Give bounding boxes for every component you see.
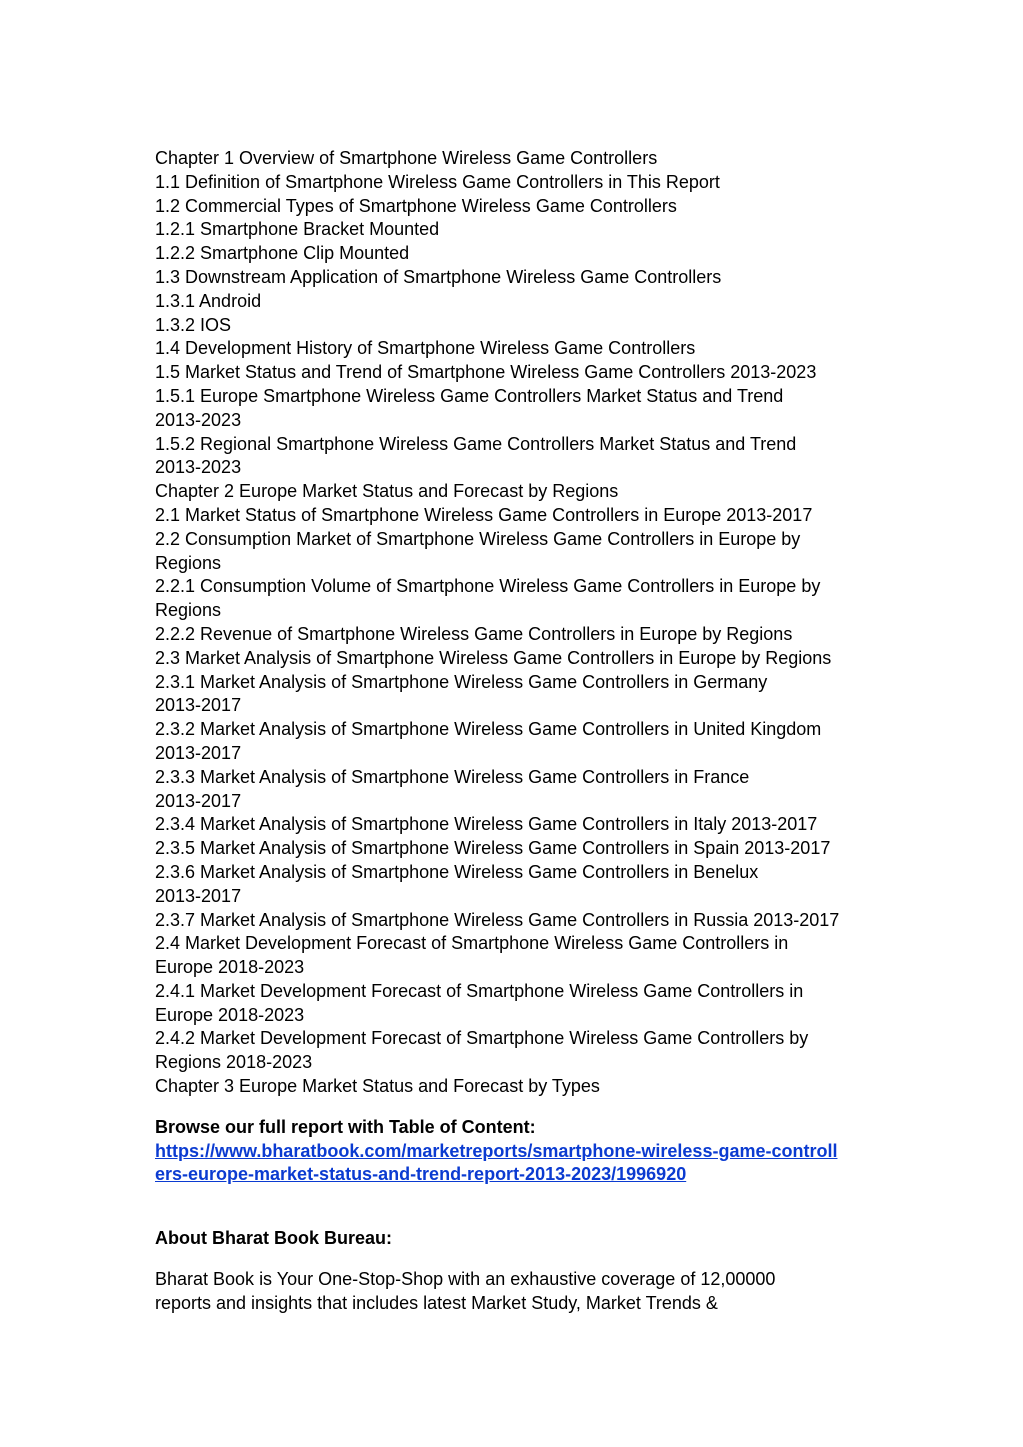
toc-line: 2013-2023	[155, 409, 242, 430]
report-link[interactable]	[155, 1140, 875, 1188]
about-heading: About Bharat Book Bureau:	[155, 1228, 393, 1249]
toc-line: 2013-2017	[155, 695, 242, 716]
toc-line: 1.1 Definition of Smartphone Wireless Game Controllers in This Report	[155, 171, 720, 192]
toc-line: Chapter 2 Europe Market Status and Forecast by Regions	[155, 481, 619, 502]
toc-line: 1.4 Development History of Smartphone Wireless Game Controllers	[155, 338, 696, 359]
toc-line: 2.2 Consumption Market of Smartphone Wireless Game Controllers in Europe by	[155, 528, 801, 549]
document-page	[155, 147, 875, 1316]
toc-line: 1.3.1 Android	[155, 290, 262, 311]
toc-line: 1.2.1 Smartphone Bracket Mounted	[155, 219, 440, 240]
table-of-contents	[155, 147, 875, 1099]
toc-line: 2.2.2 Revenue of Smartphone Wireless Game Controllers in Europe by Regions	[155, 623, 793, 644]
toc-line: Regions 2018-2023	[155, 1052, 313, 1073]
report-link-line-2: ers-europe-market-status-and-trend-report-2013-2023/1996920	[155, 1164, 687, 1185]
browse-heading: Browse our full report with Table of Content:	[155, 1116, 536, 1137]
toc-line: 2.4.1 Market Development Forecast of Smartphone Wireless Game Controllers in	[155, 980, 804, 1001]
toc-line: Chapter 1 Overview of Smartphone Wireless Game Controllers	[155, 148, 658, 168]
toc-line: 2.3.1 Market Analysis of Smartphone Wireless Game Controllers in Germany	[155, 671, 768, 692]
browse-section	[155, 1116, 875, 1187]
toc-line: 1.5.1 Europe Smartphone Wireless Game Controllers Market Status and Trend	[155, 385, 784, 406]
toc-line: 2.4 Market Development Forecast of Smartphone Wireless Game Controllers in	[155, 933, 789, 954]
toc-line: 2.3.4 Market Analysis of Smartphone Wireless Game Controllers in Italy 2013-2017	[155, 814, 818, 835]
toc-line: 2013-2023	[155, 457, 242, 478]
toc-line: 2.3.3 Market Analysis of Smartphone Wireless Game Controllers in France	[155, 766, 750, 787]
report-link-line-1: https://www.bharatbook.com/marketreports/smartphone-wireless-game-controll	[155, 1140, 838, 1161]
toc-line: 1.2 Commercial Types of Smartphone Wireless Game Controllers	[155, 195, 677, 216]
toc-line: 2013-2017	[155, 742, 242, 763]
toc-line: 2.3 Market Analysis of Smartphone Wireless Game Controllers in Europe by Regions	[155, 647, 832, 668]
toc-line: 1.5 Market Status and Trend of Smartphone Wireless Game Controllers 2013-2023	[155, 362, 817, 383]
toc-line: Europe 2018-2023	[155, 1004, 305, 1025]
toc-line: 1.3.2 IOS	[155, 314, 232, 335]
toc-line: 2.3.7 Market Analysis of Smartphone Wireless Game Controllers in Russia 2013-2017	[155, 909, 840, 930]
toc-line: 1.2.2 Smartphone Clip Mounted	[155, 243, 410, 264]
toc-line: Regions	[155, 552, 222, 573]
toc-line: 2013-2017	[155, 790, 242, 811]
about-line-1: Bharat Book is Your One-Stop-Shop with an exhaustive coverage of 12,00000	[155, 1269, 776, 1290]
toc-line: 2.3.5 Market Analysis of Smartphone Wireless Game Controllers in Spain 2013-2017	[155, 838, 831, 859]
about-line-2: reports and insights that includes latest Market Study, Market Trends &	[155, 1292, 718, 1313]
toc-line: 1.5.2 Regional Smartphone Wireless Game Controllers Market Status and Trend	[155, 433, 797, 454]
toc-line: 2.3.2 Market Analysis of Smartphone Wireless Game Controllers in United Kingdom	[155, 719, 822, 740]
toc-line: 2013-2017	[155, 885, 242, 906]
toc-line: 1.3 Downstream Application of Smartphone Wireless Game Controllers	[155, 266, 722, 287]
toc-line: Chapter 3 Europe Market Status and Forecast by Types	[155, 1076, 600, 1097]
toc-line: 2.3.6 Market Analysis of Smartphone Wireless Game Controllers in Benelux	[155, 861, 759, 882]
toc-line: Regions	[155, 600, 222, 621]
toc-line: Europe 2018-2023	[155, 957, 305, 978]
about-paragraph	[155, 1268, 875, 1316]
toc-line: 2.2.1 Consumption Volume of Smartphone Wireless Game Controllers in Europe by	[155, 576, 821, 597]
toc-line: 2.1 Market Status of Smartphone Wireless Game Controllers in Europe 2013-2017	[155, 504, 813, 525]
toc-line: 2.4.2 Market Development Forecast of Smartphone Wireless Game Controllers by	[155, 1028, 809, 1049]
